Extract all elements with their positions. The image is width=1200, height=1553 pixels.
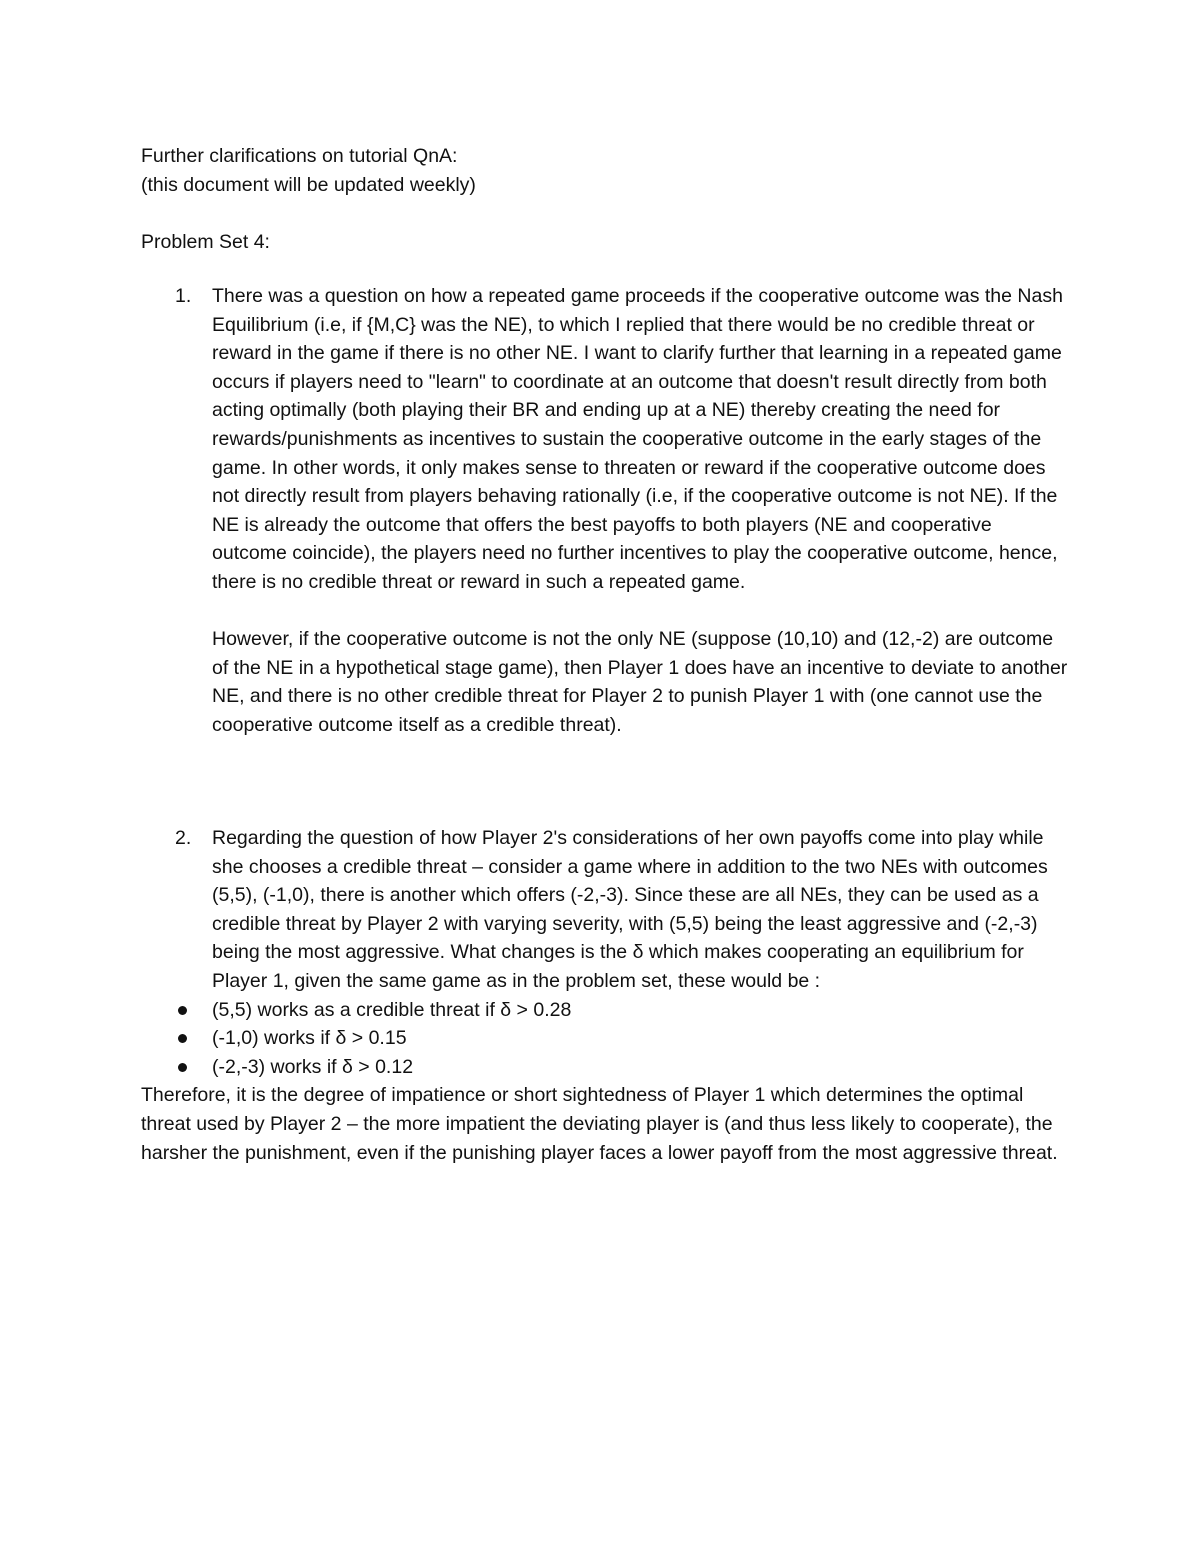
bullet-item	[141, 1024, 1071, 1053]
bullet-icon	[178, 1006, 187, 1015]
item-2-conclusion: Therefore, it is the degree of impatience or short sightedness of Player 1 which determines the optimal threat used by Player 2 – the more impatient the deviating player is (and thus less likely to cooperate), the harsher the punishment, even if the punishing player faces a lower payoff from the most aggressive threat.	[141, 1084, 1058, 1164]
item-1-paragraph-1: There was a question on how a repeated game proceeds if the cooperative outcome was the Nash Equilibrium (i.e, if {M,C} was the NE), to which I replied that there would be no credible threat or reward in the game if there is no other NE. I want to clarify further that learning in a repeated game occurs if players need to "learn" to coordinate at an outcome that doesn't result directly from both acting optimally (both playing their BR and ending up at a NE) thereby creating the need for rewards/punishments as incentives to sustain the cooperative outcome in the early stages of the game. In other words, it only makes sense to threaten or reward if the cooperative outcome does not directly result from players behaving rationally (i.e, if the cooperative outcome is not NE). If the NE is already the outcome that offers the best payoffs to both players (NE and cooperative outcome coincide), the players need no further incentives to play the cooperative outcome, hence, there is no credible threat or reward in such a repeated game.	[212, 285, 1063, 593]
item-2-paragraph-1: Regarding the question of how Player 2's considerations of her own payoffs come into play while she chooses a credible threat – consider a game where in addition to the two NEs with outcomes (5,5), (-1,0), there is another which offers (-2,-3). Since these are all NEs, they can be used as a credible threat by Player 2 with varying severity, with (5,5) being the least aggressive and (-2,-3) being the most aggressive. What changes is the δ which makes cooperating an equilibrium for Player 1, given the same game as in the problem set, these would be :	[212, 827, 1048, 992]
document-title: Further clarifications on tutorial QnA:	[141, 145, 458, 167]
bullet-list	[141, 996, 1071, 1082]
bullet-item	[141, 996, 1071, 1025]
bullet-text: (-2,-3) works if δ > 0.12	[212, 1055, 414, 1078]
list-item-1	[141, 282, 1071, 768]
bullet-icon	[178, 1034, 187, 1043]
document-header	[141, 142, 476, 200]
list-item-2	[141, 824, 1071, 1196]
list-item-number: 1.	[175, 285, 192, 307]
bullet-text: (-1,0) works if δ > 0.15	[212, 1027, 407, 1050]
bullet-item	[141, 1053, 1071, 1082]
document-subtitle: (this document will be updated weekly)	[141, 174, 476, 196]
item-1-paragraph-2: However, if the cooperative outcome is not the only NE (suppose (10,10) and (12,-2) are outcome of the NE in a hypothetical stage game), then Player 1 does have an incentive to deviate to another NE, and there is no other credible threat for Player 2 to punish Player 1 with (one cannot use the cooperative outcome itself as a credible threat).	[212, 628, 1068, 736]
list-item-number: 2.	[175, 827, 192, 849]
bullet-text: (5,5) works as a credible threat if δ > 0.28	[212, 998, 572, 1021]
bullet-icon	[178, 1063, 187, 1072]
section-title: Problem Set 4:	[141, 231, 270, 253]
